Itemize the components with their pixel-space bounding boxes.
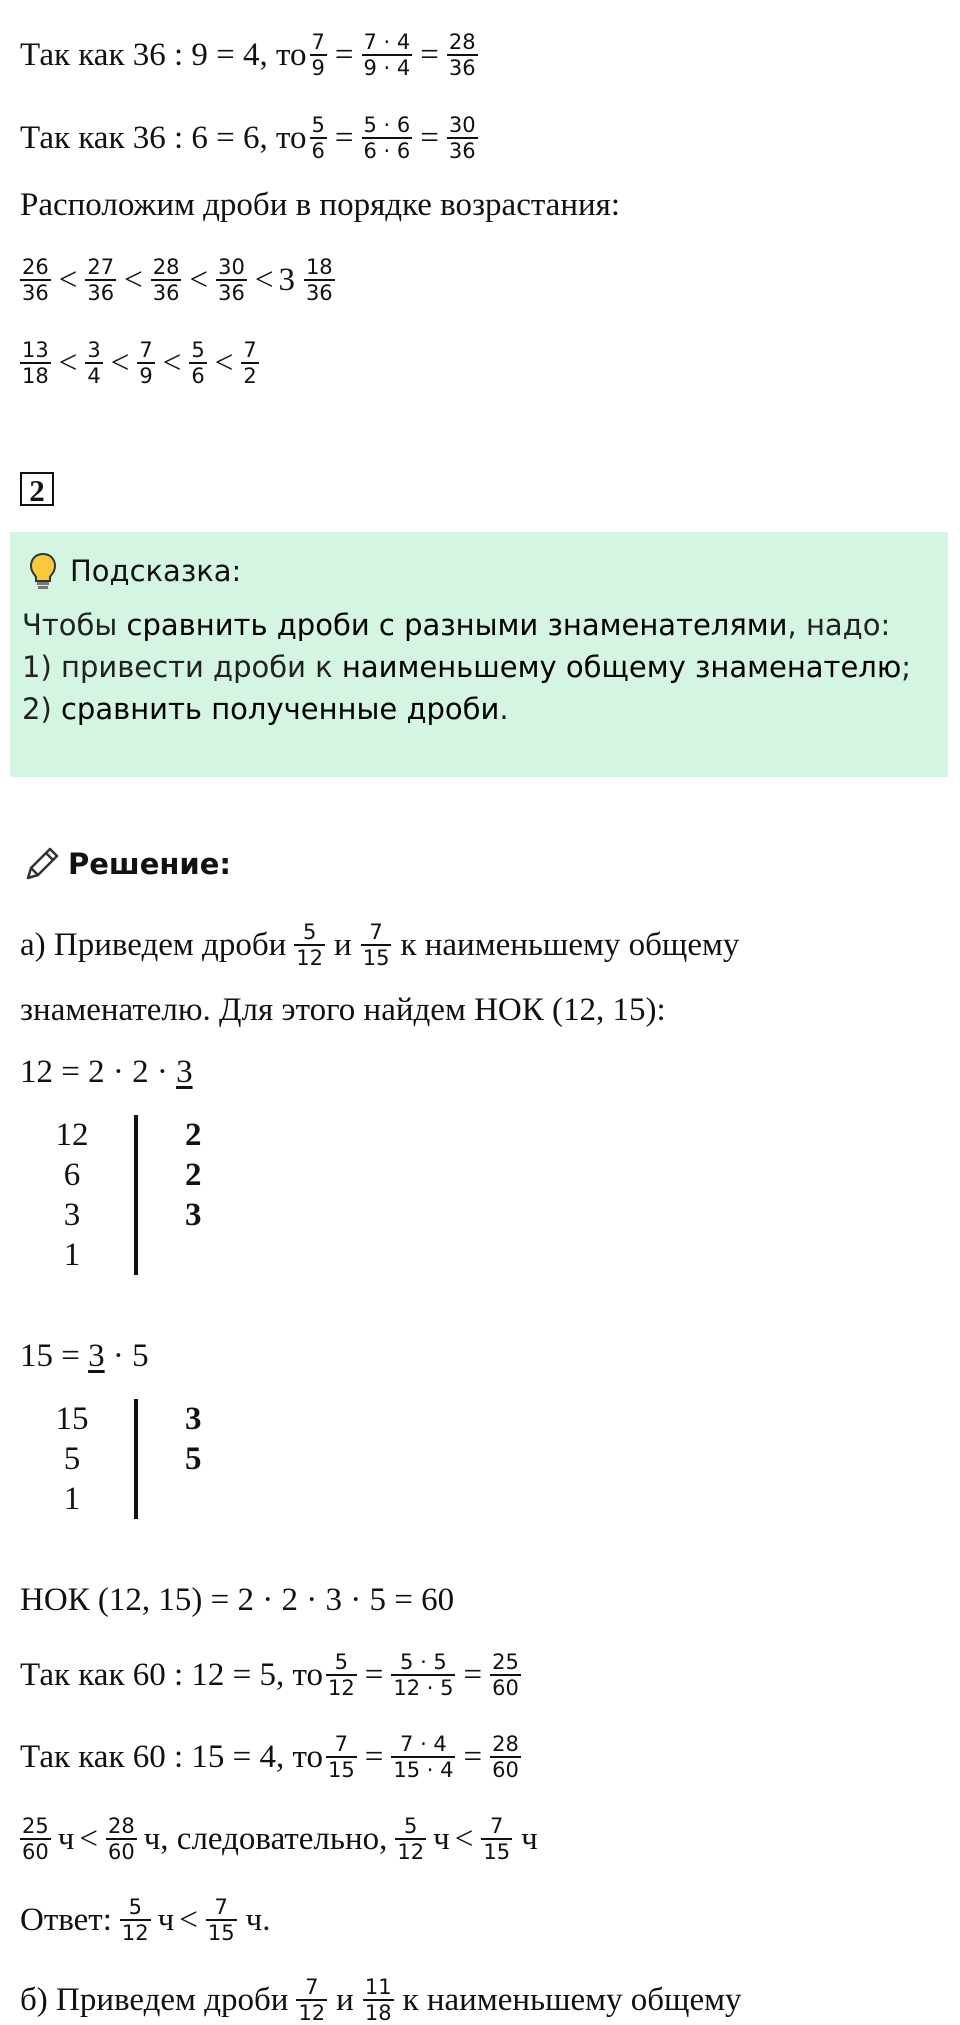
task-number-badge: 2 bbox=[20, 472, 54, 506]
factorization-15: 15 = 3 · 5 bbox=[20, 1338, 149, 1374]
fraction: $\frac{7 \cdot 4}{9 \cdot 4}$ bbox=[363, 30, 411, 80]
order-line-common: $\frac{26}{36}$ < $\frac{27}{36}$ < $\frac{28}{36}$ < $\frac{30}{36}$ < 3 $\frac{18}{36}$ bbox=[22, 255, 333, 305]
part-b-line-1: б) Приведем дроби $\frac{7}{12}$ и $\frac{11}{18}$ к наименьшему общему bbox=[20, 1975, 742, 2025]
part-a-line-2: знаменателю. Для этого найдем НОК (12, 15): bbox=[20, 992, 666, 1028]
hint-line-2: 1) привести дроби к наименьшему общему знаменателю; bbox=[22, 650, 912, 684]
hint-line-3: 2) сравнить полученные дроби. bbox=[22, 692, 509, 726]
fraction: $\frac{28}{36}$ bbox=[448, 30, 476, 80]
order-heading: Расположим дроби в порядке возрастания: bbox=[20, 187, 620, 223]
hint-line-1: Чтобы сравнить дроби с разными знаменателями, надо: bbox=[22, 608, 891, 642]
hint-title: Подсказка: bbox=[28, 552, 241, 590]
factorization-12: 12 = 2 · 2 · 3 bbox=[20, 1054, 193, 1090]
conversion-line-7-9: Так как 36 : 9 = 4, то $\frac{7}{9}$ = $\frac{7 \cdot 4}{9 \cdot 4}$ = $\frac{28}{36}$ bbox=[20, 30, 476, 80]
line-text: Так как 36 : 6 = 6, то bbox=[20, 120, 307, 156]
part-a-line-1: а) Приведем дроби $\frac{5}{12}$ и $\frac{7}{15}$ к наименьшему общему bbox=[20, 920, 740, 970]
comparison-line: $\frac{25}{60}$ ч < $\frac{28}{60}$ ч, следовательно, $\frac{5}{12}$ ч < $\frac{7}{15}$ ч bbox=[22, 1814, 538, 1864]
lightbulb-icon bbox=[28, 552, 58, 590]
order-line-original: $\frac{13}{18}$ < $\frac{3}{4}$ < $\frac{7}{9}$ < $\frac{5}{6}$ < $\frac{7}{2}$ bbox=[22, 338, 257, 388]
solution-title: Решение: bbox=[22, 844, 231, 884]
fraction: $\frac{7}{9}$ bbox=[311, 30, 325, 80]
pencil-icon bbox=[22, 844, 62, 884]
fraction: $\frac{5 \cdot 6}{6 \cdot 6}$ bbox=[363, 113, 411, 163]
conversion-line-5-6: Так как 36 : 6 = 6, то $\frac{5}{6}$ = $\frac{5 \cdot 6}{6 \cdot 6}$ = $\frac{30}{36}$ bbox=[20, 113, 476, 163]
answer-line: Ответ: $\frac{5}{12}$ ч < $\frac{7}{15}$ ч. bbox=[20, 1895, 271, 1945]
fraction: $\frac{30}{36}$ bbox=[448, 113, 476, 163]
conversion-line-5-12: Так как 60 : 12 = 5, то $\frac{5}{12}$ = $\frac{5 \cdot 5}{12 \cdot 5}$ = $\frac{25}{60}$ bbox=[20, 1650, 519, 1700]
fraction: $\frac{5}{6}$ bbox=[311, 113, 325, 163]
hint-box bbox=[10, 532, 948, 777]
lcm-line: НОК (12, 15) = 2 · 2 · 3 · 5 = 60 bbox=[20, 1582, 455, 1618]
document-page: Так как 36 : 9 = 4, то $\frac{7}{9}$ = $\frac{7 \cdot 4}{9 \cdot 4}$ = $\frac{28}{36}$ Так как 36 : 6 = 6, то $\frac{5}{6}$ = $\frac{5 \cdot 6}{6 \cdot 6}$ = $\frac{30}{36}$ Расположим дроби в порядке возрастания: $\frac{26}{36}$ < $\frac{27}{36}$ < $\frac{28}{36}$ < $\frac{30}{36}$ < 3 $\frac{18}{36}$ $\frac{13}{18}$ < $\frac{3}{4}$ < $\frac{7}{9}$ < $\frac{5}{6}$ < $\frac{7}{2}$ 2 Подсказка: Чтобы сравнить дроби с разными знаменателями, надо: 1) привести дроби к наименьшему общему знаменателю; 2) сравнить полученные дроби. Решение: а) Приведем дроби $\frac{5}{12}$ и $\frac{7}{15}$ к наименьшему общему знаменателю. Для этого найдем НОК (12, 15): 12 = 2 · 2 · 3 12 2 6 2 3 3 1 15 = 3 · 5 15 3 5 5 1 НОК (12, 15) = 2 · 2 · 3 · 5 = 60 Так как 60 : 12 = 5, то $\frac{5}{12}$ = $\frac{5 \cdot 5}{12 \cdot 5}$ = $\frac{25}{60}$ Так как 60 : 15 = 4, то $\frac{7}{15}$ = $\frac{7 \cdot 4}{15 \cdot 4}$ = $\frac{28}{60}$ $\frac{25}{60}$ ч < $\frac{28}{60}$ ч, следовательно, $\frac{5}{12}$ ч < $\frac{7}{15}$ ч Ответ: $\frac{5}{12}$ ч < $\frac{7}{15}$ ч. б) Приведем дроби $\frac{7}{12}$ и $\frac{11}{18}$ к наименьшему общему bbox=[0, 0, 960, 2025]
conversion-line-7-15: Так как 60 : 15 = 4, то $\frac{7}{15}$ = $\frac{7 \cdot 4}{15 \cdot 4}$ = $\frac{28}{60}$ bbox=[20, 1732, 519, 1782]
line-text: Так как 36 : 9 = 4, то bbox=[20, 37, 307, 73]
